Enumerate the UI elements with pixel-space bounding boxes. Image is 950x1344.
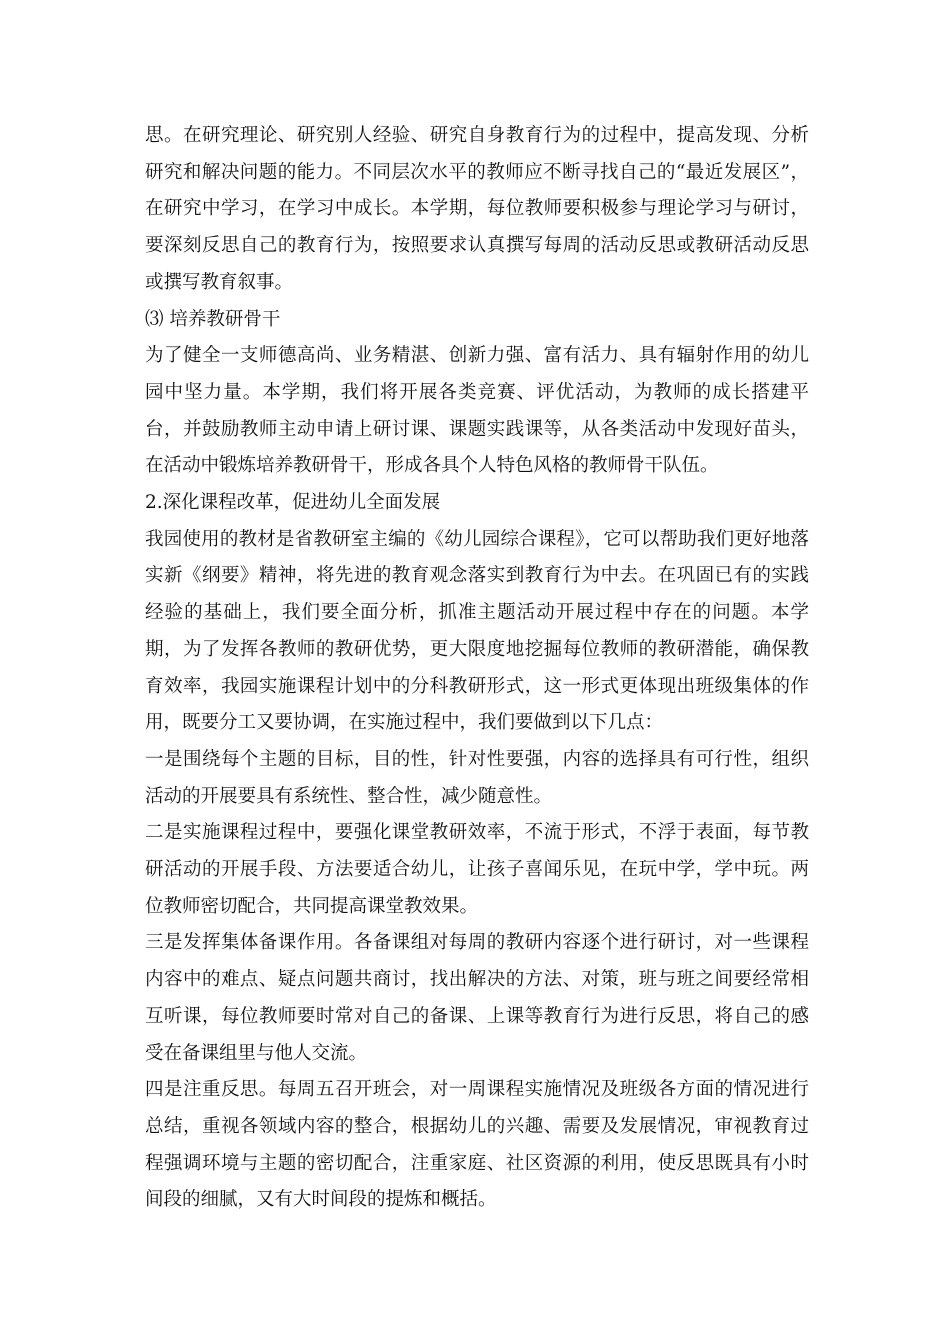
- paragraph-reflection: 思。在研究理论、研究别人经验、研究自身教育行为的过程中，提高发现、分析研究和解决问题的能力。不同层次水平的教师应不断寻找自己的“最近发展区”，在研究中学习，在学习中成长。本学期，每位教师要积极参与理论学习与研讨，要深刻反思自己的教育行为，按照要求认真撰写每周的活动反思或教研活动反思或撰写教育叙事。: [145, 125, 809, 293]
- paragraph-point-one: 一是围绕每个主题的目标，目的性，针对性要强，内容的选择具有可行性，组织活动的开展要具有系统性、整合性，减少随意性。: [145, 748, 809, 807]
- paragraph-point-four: 四是注重反思。每周五召开班会，对一周课程实施情况及班级各方面的情况进行总结，重视各领域内容的整合，根据幼儿的兴趣、需要及发展情况，审视教育过程强调环境与主题的密切配合，注重家庭、社区资源的利用，使反思既具有小时间段的细腻，又有大时间段的提炼和概括。: [145, 1079, 809, 1211]
- paragraph-curriculum: 我园使用的教材是省教研室主编的《幼儿园综合课程》，它可以帮助我们更好地落实新《纲要》精神，将先进的教育观念落实到教育行为中去。在巩固已有的实践经验的基础上，我们要全面分析，抓准主题活动开展过程中存在的问题。本学期，为了发挥各教师的教研优势，更大限度地挖掘每位教师的教研潜能，确保教育效率，我园实施课程计划中的分科教研形式，这一形式更体现出班级集体的作用，既要分工又要协调，在实施过程中，我们要做到以下几点：: [145, 528, 809, 734]
- paragraph-point-three: 三是发挥集体备课作用。各备课组对每周的教研内容逐个进行研讨，对一些课程内容中的难点、疑点问题共商讨，找出解决的方法、对策，班与班之间要经常相互听课，每位教师要时常对自己的备课、上课等教育行为进行反思，将自己的感受在备课组里与他人交流。: [145, 932, 809, 1064]
- section-heading-curriculum-reform: 2.深化课程改革，促进幼儿全面发展: [145, 492, 441, 514]
- paragraph-point-two: 二是实施课程过程中，要强化课堂教研效率，不流于形式，不浮于表面，每节教研活动的开展手段、方法要适合幼儿，让孩子喜闻乐见，在玩中学，学中玩。两位教师密切配合，共同提高课堂教效果。: [145, 822, 809, 917]
- document-body: [145, 118, 809, 1219]
- subheading-cultivate-backbone: ⑶ 培养教研骨干: [145, 308, 281, 330]
- paragraph-backbone: 为了健全一支师德高尚、业务精湛、创新力强、富有活力、具有辐射作用的幼儿园中坚力量。本学期，我们将开展各类竞赛、评优活动，为教师的成长搭建平台，并鼓励教师主动申请上研讨课、课题实践课等，从各类活动中发现好苗头，在活动中锻炼培养教研骨干，形成各具个人特色风格的教师骨干队伍。: [145, 345, 809, 477]
